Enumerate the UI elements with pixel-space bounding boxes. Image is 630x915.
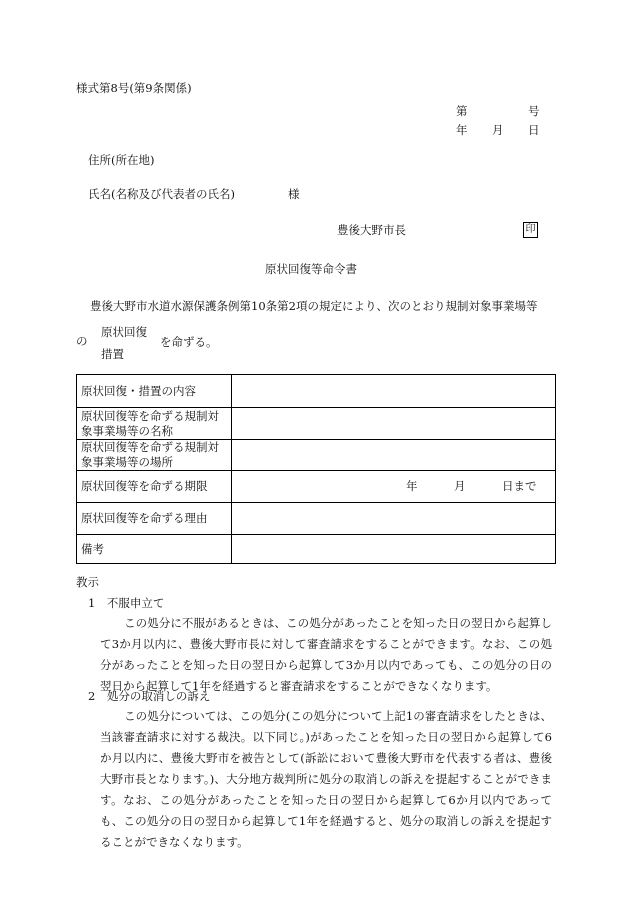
table-row xyxy=(77,470,555,502)
name-label: 氏名(名称及び代表者の氏名) xyxy=(88,187,235,201)
row-value-remarks xyxy=(232,535,555,563)
form-number: 様式第8号(第9条関係) xyxy=(76,81,192,95)
notice-heading: 教示 xyxy=(76,575,99,589)
intro-line: 豊後大野市水道水源保護条例第10条第2項の規定により、次のとおり規制対象事業場等 xyxy=(90,299,538,313)
number-prefix: 第 xyxy=(456,104,468,118)
table-row xyxy=(77,407,555,439)
honorific: 様 xyxy=(288,187,300,201)
table-row xyxy=(77,534,555,563)
deadline-until: 日まで xyxy=(502,479,537,493)
number-suffix: 号 xyxy=(528,104,540,118)
row-value-name xyxy=(232,408,555,439)
table-row xyxy=(77,375,555,407)
intro-no: の xyxy=(76,334,88,348)
date-day: 日 xyxy=(528,123,540,137)
issuer-name: 豊後大野市長 xyxy=(337,223,406,237)
notice-item2-body: この処分については、この処分(この処分について上記1の審査請求をしたときは、当該審査請求に対する裁決。以下同じ。)があったことを知った日の翌日から起算して6か月以内に、豊後大野市を被告として(訴訟において豊後大野市を代表する者は、豊後大野市長となります。)、大分地方裁判所に処分の取消しの訴えを提起することができます。なお、この処分があったことを知った日の翌日から起算して6か月以内であっても、この処分の日の翌日から起算して1年を経過すると、処分の取消しの訴えを提起することができなくなります。 xyxy=(100,709,552,849)
table-row xyxy=(77,439,555,470)
option-measure: 措置 xyxy=(101,347,124,361)
table-row xyxy=(77,502,555,534)
row-label: 原状回復等を命ずる規制対象事業場等の場所 xyxy=(77,440,232,470)
row-label: 原状回復等を命ずる理由 xyxy=(77,503,232,534)
row-value-location xyxy=(232,440,555,470)
date-month: 月 xyxy=(492,123,504,137)
row-value-reason xyxy=(232,503,555,534)
option-restoration: 原状回復 xyxy=(101,325,147,339)
notice-item1-title: 1 不服申立て xyxy=(88,596,165,610)
official-seal: 印 xyxy=(523,222,538,238)
date-year: 年 xyxy=(456,123,468,137)
notice-item2-title: 2 処分の取消しの訴え xyxy=(88,689,211,703)
deadline-year: 年 xyxy=(406,479,418,493)
row-value-content xyxy=(232,375,555,407)
row-value-deadline xyxy=(232,471,555,502)
document-title: 原状回復等命令書 xyxy=(265,262,357,276)
address-label: 住所(所在地) xyxy=(88,153,155,167)
row-label: 備考 xyxy=(77,535,232,563)
row-label: 原状回復等を命ずる規制対象事業場等の名称 xyxy=(77,408,232,439)
row-label: 原状回復等を命ずる期限 xyxy=(77,471,232,502)
intro-ending: を命ずる。 xyxy=(160,335,218,349)
notice-item1-body: この処分に不服があるときは、この処分があったことを知った日の翌日から起算して3か月以内に、豊後大野市長に対して審査請求をすることができます。なお、この処分があったことを知った日の翌日から起算して3か月以内であっても、この処分の日の翌日から起算して1年を経過すると審査請求をすることができなくなります。 xyxy=(100,616,552,693)
order-table xyxy=(76,374,556,564)
deadline-month: 月 xyxy=(454,479,466,493)
row-label: 原状回復・措置の内容 xyxy=(77,375,232,407)
